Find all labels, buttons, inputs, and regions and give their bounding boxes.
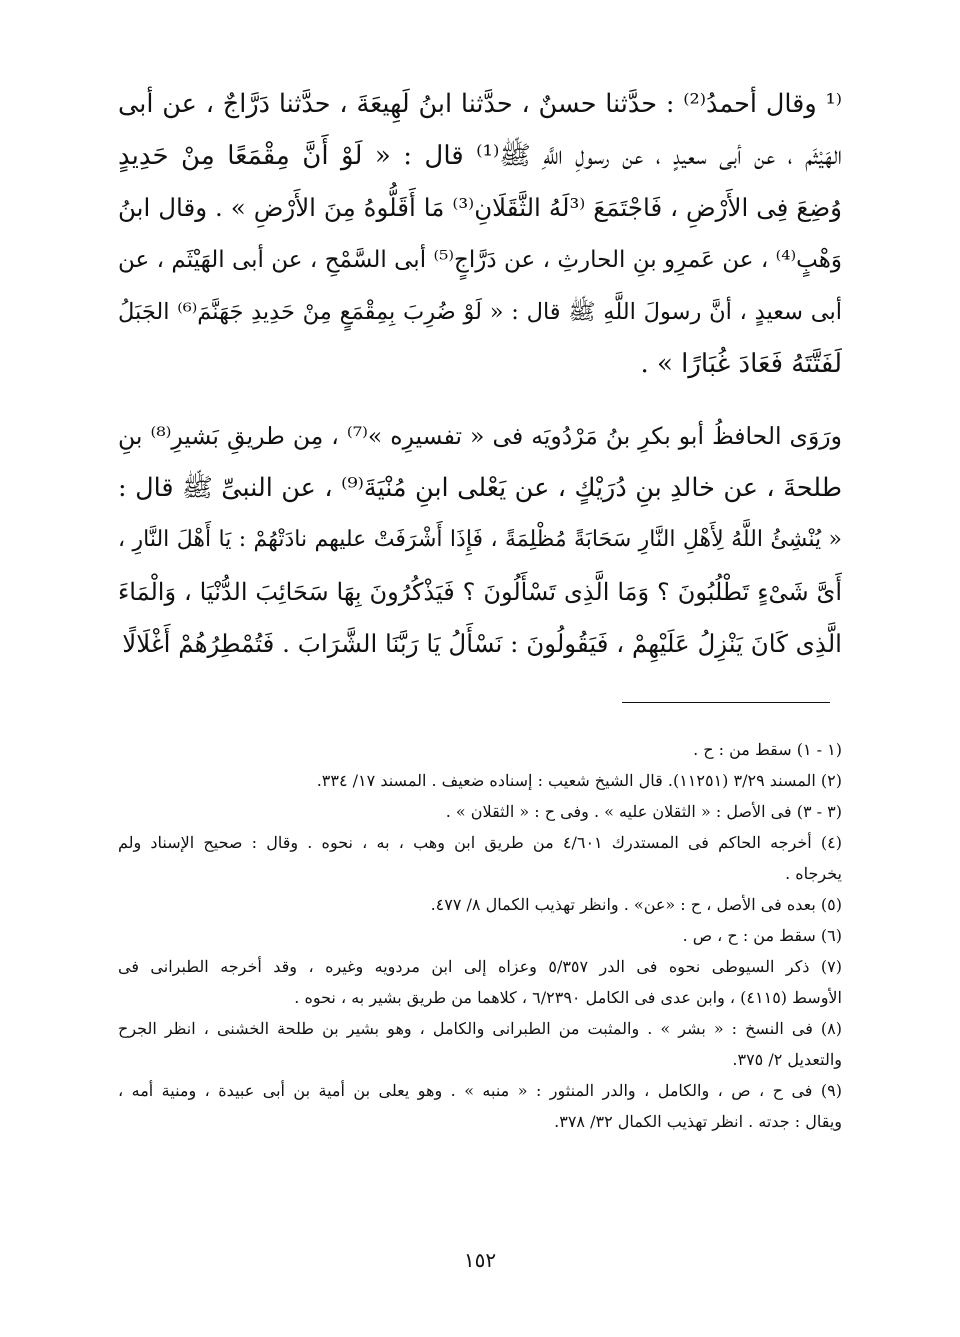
text-line: الَّذِى كَانَ يَنْزِلُ عَلَيْهِمْ ، فَيَقُولُونَ : نَسْأَلُ يَا رَبَّنَا الشَّرَابَ . فَتُمْطِرُهُمْ أَغْلَالًا [122,629,842,658]
footnote-line: يخرجاه . [785,864,842,883]
footnote-line: (٩) فى ح ، ص ، والكامل ، والدر المنثور : « منبه » . وهو يعلى بن أمية بن أبى عبيدة ، ومنية أمه ، [118,1081,842,1100]
text-line: ⁽¹ وقال أحمدُ⁽²⁾ : حدَّثنا حسنٌ ، حدَّثنا ابنُ لَهِيعَةَ ، حدَّثنا دَرَّاجٌ ، عن أبى [118,89,842,119]
text-line: أَىَّ شَىْءٍ تَطْلُبُونَ ؟ وَمَا الَّذِى تَسْأَلُونَ ؟ فَيَذْكُرُونَ بِهَا سَحَائِبَ الدُّنْيَا ، وَالْمَاءَ [118,578,842,606]
footnote-line: (١ - ١) سقط من : ح . [693,740,842,759]
footnote-line: (٣ - ٣) فى الأصل : « الثقلان عليه » . وفى ح : « الثقلان » . [445,802,842,821]
footnote-line: ويقال : جدته . انظر تهذيب الكمال ٣٢/ ٣٧٨. [554,1112,842,1131]
text-line: لَفَتَّتَهُ فَعَادَ غُبَارًا » . [640,349,842,379]
main-text [118,78,842,670]
footnote [118,765,842,796]
footnote [118,1013,842,1075]
footnote-line: الأوسط (٤١١٥) ، وابن عدى فى الكامل ٦/٢٣٩٠ ، كلاهما من طريق بشير به ، نحوه . [294,988,842,1007]
text-line: طلحةَ ، عن خالدِ بنِ دُرَيْكٍ ، عن يَعْلى ابنِ مُنْيَةَ⁽⁹⁾ ، عن النبىِّ ﷺ قال : [118,473,842,503]
footnote [118,889,842,920]
footnote [118,951,842,1013]
paragraph-2 [118,410,842,670]
paragraph-1 [118,78,842,390]
text-line: أبى سعيدٍ ، أنَّ رسولَ اللَّهِ ﷺ قال : « لَوْ ضُرِبَ بِمِقْمَعٍ مِنْ حَدِيدِ جَهَنَّمَ⁽⁶⁾ الجَبَلُ [118,299,842,325]
footnote-separator [622,702,830,703]
footnote-line: (٤) أخرجه الحاكم فى المستدرك ٤/٦٠١ من طريق ابن وهب ، به ، نحوه . وقال : صحيح الإسناد ولم [118,833,842,852]
footnote-line: والتعديل ٢/ ٣٧٥. [732,1050,842,1069]
text-line: ورَوَى الحافظُ أبو بكرِ بنُ مَرْدُويَه فى « تفسيرِه »⁽⁷⁾ ، مِن طريقِ بَشيرِ⁽⁸⁾ بنِ [118,422,842,450]
footnote-line: (٢) المسند ٣/٢٩ (١١٢٥١). قال الشيخ شعيب : إسناده ضعيف . المسند ١٧/ ٣٣٤. [316,771,842,790]
text-line: وَهْبٍ⁽⁴⁾ ، عن عَمرِو بنِ الحارثِ ، عن دَرَّاجٍ⁽⁵⁾ أبى السَّمْحِ ، عن أبى الهَيْثَم ، عن [118,247,842,273]
footnote [118,827,842,889]
footnote [118,920,842,951]
footnote [118,734,842,765]
footnotes [118,734,842,1137]
footnote [118,796,842,827]
text-line: « يُنْشِئُ اللَّهُ لِأَهْلِ النَّارِ سَحَابَةً مُظْلِمَةً ، فَإِذَا أَشْرَفَتْ عليهم نادَتْهُمْ : يَا أَهْلَ النَّارِ ، [118,527,842,552]
footnote [118,1075,842,1137]
footnote-line: (٨) فى النسخ : « بشر » . والمثبت من الطبرانى والكامل ، وهو بشير بن طلحة الخشنى ، انظر الجرح [118,1019,842,1038]
page-number: ١٥٢ [463,1248,497,1272]
footnote-line: (٧) ذكر السيوطى نحوه فى الدر ٥/٣٥٧ وعزاه إلى ابن مردويه وغيره ، وقد أخرجه الطبرانى فى [118,957,842,976]
text-line: وُضِعَ فِى الأَرْضِ ، فَاجْتَمَعَ ⁽³لَهُ الثَّقَلَانِ⁽³⁾ مَا أَقَلُّوهُ مِنَ الأَرْضِ » . وقال ابنُ [118,193,842,222]
footnote-line: (٥) بعده فى الأصل ، ح : «عن» . وانظر تهذيب الكمال ٨/ ٤٧٧. [430,895,842,914]
footnote-line: (٦) سقط من : ح ، ص . [682,926,842,945]
text-line: الهَيْثَم ، عن أبى سعيدٍ ، عن رسولِ اللَّهِ ﷺ⁽¹⁾ قال : « لَوْ أَنَّ مِقْمَعًا مِنْ حَدِيدٍ [118,141,842,171]
